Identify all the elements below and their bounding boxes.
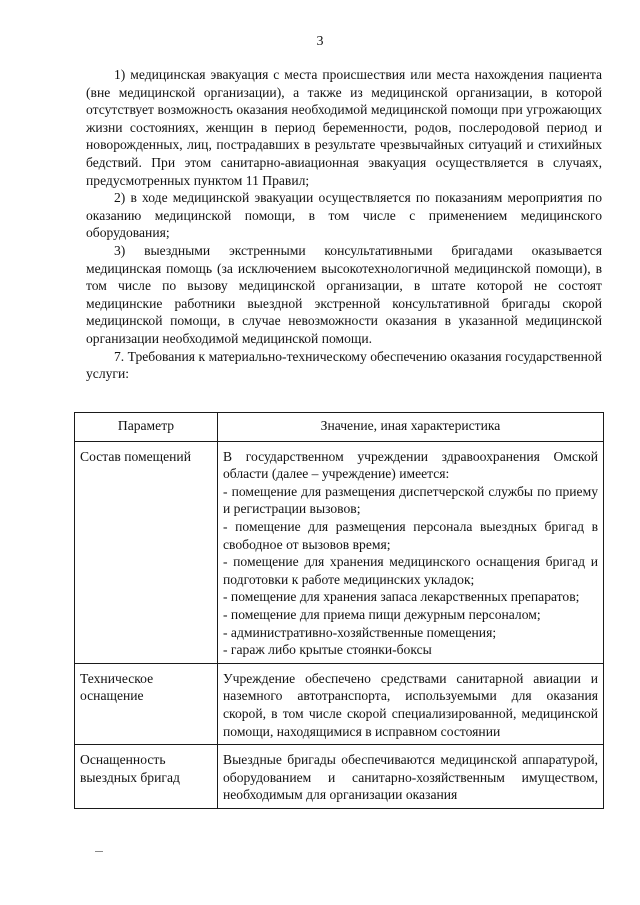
premises-line: - гараж либо крытые стоянки-боксы (223, 642, 432, 658)
premises-line: - помещение для хранения запаса лекарственных препаратов; (223, 589, 580, 605)
header-parameter: Параметр (75, 413, 218, 442)
row-param-team-equipment: Оснащенность выездных бригад (75, 745, 218, 809)
row-value-team-equipment: Выездные бригады обеспечиваются медицинской аппаратурой, оборудованием и санитарно-хозяйственным имуществом, необходимым для организации оказания (218, 745, 604, 809)
table-header-row (75, 413, 604, 442)
table-row-premises (75, 441, 604, 663)
requirements-table (74, 412, 604, 809)
row-value-premises (218, 441, 604, 663)
premises-line: - административно-хозяйственные помещения; (223, 624, 497, 640)
page-number: 3 (316, 34, 324, 49)
document-body (86, 66, 602, 383)
table-row-team-equipment (75, 745, 604, 809)
paragraph-item-3: 3) выездными экстренными консультативными бригадами оказывается медицинская помощь (за исключением высокотехнологичной медицинской помощи), в том числе по вызову медицинской организации, в штате которой не состоят медицинские работники выездной экстренной консультативной бригады скорой медицинской помощи, в случае невозможности оказания в указанной медицинской организации необходимой медицинской помощи. (86, 242, 602, 346)
paragraph-item-2: 2) в ходе медицинской эвакуации осуществляется по показаниям мероприятия по оказанию медицинской помощи, в том числе с применением медицинского оборудования; (86, 190, 602, 241)
premises-line: В государственном учреждении здравоохранения Омской области (далее – учреждение) имеется: (223, 448, 598, 482)
row-value-technical-equipment: Учреждение обеспечено средствами санитарной авиации и наземного автотранспорта, используемыми для оказания скорой, в том числе скорой специализированной, медицинской помощи, находящимися в исправном состоянии (218, 663, 604, 744)
paragraph-item-1: 1) медицинская эвакуация с места происшествия или места нахождения пациента (вне медицинской организации), а также из медицинской организации, в которой отсутствует возможность оказания необходимой медицинской помощи при угрожающих жизни состояниях, женщин в период беременности, родов, послеродовой период и новорожденных, лиц, пострадавших в результате чрезвычайных ситуаций и стихийных бедствий. При этом санитарно-авиационная эвакуация осуществляется в случаях, предусмотренных пунктом 11 Правил; (86, 67, 602, 188)
scan-dash-mark (95, 851, 103, 852)
premises-line: - помещение для приема пищи дежурным персоналом; (223, 606, 541, 622)
premises-line: - помещение для размещения диспетчерской службы по приему и регистрации вызовов; (223, 483, 598, 517)
header-value: Значение, иная характеристика (218, 413, 604, 442)
row-param-technical-equipment: Техническое оснащение (75, 663, 218, 744)
paragraph-section-7: 7. Требования к материально-техническому обеспечению оказания государственной услуги: (86, 348, 602, 382)
premises-line: - помещение для хранения медицинского оснащения бригад и подготовки к работе медицинских укладок; (223, 554, 598, 587)
premises-line: - помещение для размещения персонала выездных бригад в свободное от вызовов время; (223, 518, 598, 552)
table-row-technical-equipment (75, 663, 604, 744)
row-param-premises: Состав помещений (75, 441, 218, 663)
